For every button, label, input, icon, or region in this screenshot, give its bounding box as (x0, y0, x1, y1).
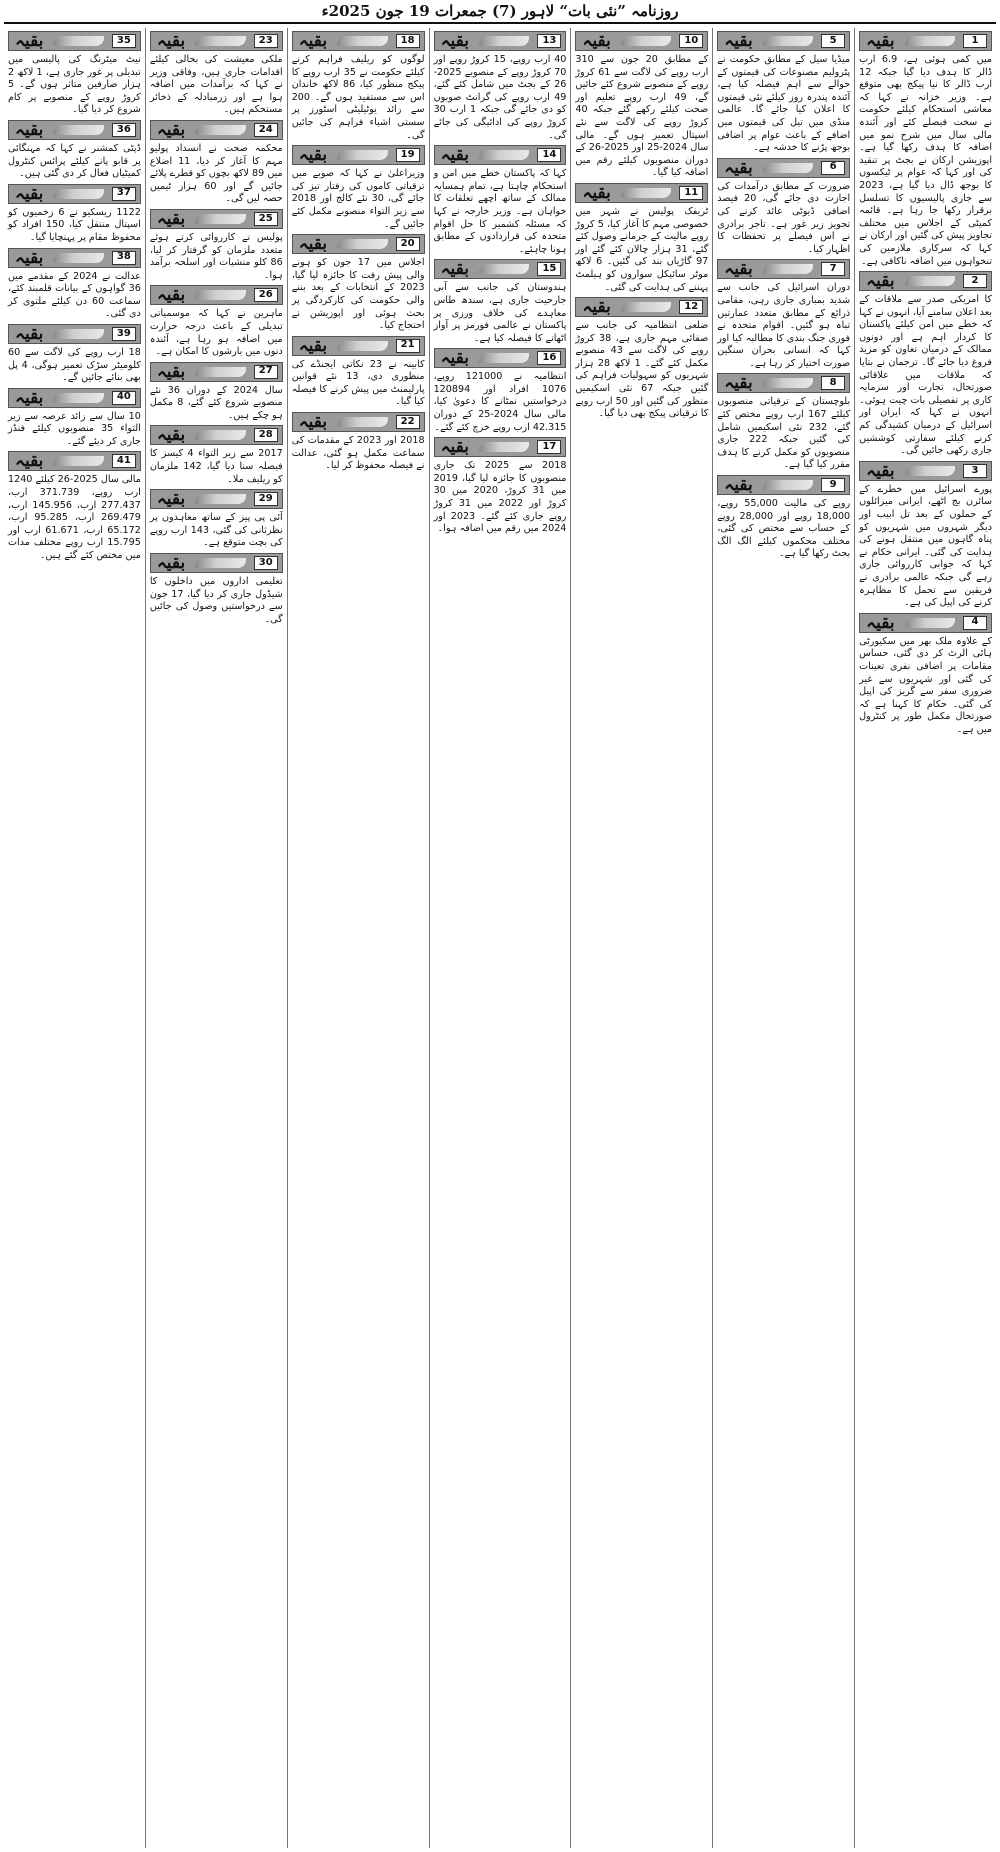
continuation-item (434, 437, 567, 536)
continuation-text: ضرورت کے مطابق درآمدات کی اجازت دی جائے گی، 20 فیصد اضافی ڈیوٹی عائد کرنے کی تجویز زیر غور ہے۔ تاجر برادری نے اس فیصلے پر تحفظات کا اظہار کیا۔ (717, 180, 851, 255)
continuation-item (859, 461, 992, 610)
continuation-banner (292, 336, 425, 356)
banner-number: 12 (679, 300, 703, 314)
banner-word: بقیہ (156, 489, 186, 510)
banner-number: 22 (396, 415, 420, 429)
banner-word: بقیہ (866, 460, 895, 481)
banner-word: بقیہ (156, 285, 186, 306)
continuation-item (8, 120, 141, 181)
banner-swoosh-icon (763, 264, 813, 274)
continuation-item (292, 31, 425, 142)
banner-swoosh-icon (195, 36, 245, 46)
continuation-text: ضلعی انتظامیہ کی جانب سے صفائی مہم جاری ہے، 38 کروڑ روپے کی لاگت سے 43 منصوبے مکمل کئے گئے۔ 1 لاکھ 28 ہزار شہریوں کو سہولیات فراہم کی گئیں جبکہ 67 نئی اسکیمیں منظور کی گئیں اور 50 ارب روپے کا ترقیاتی پیکج بھی دیا گیا۔ (575, 320, 709, 420)
continuation-item (150, 553, 283, 626)
continuation-item (292, 412, 425, 473)
continuation-banner (150, 31, 283, 51)
banner-word: بقیہ (156, 119, 186, 140)
continuation-item (8, 248, 141, 321)
continuation-banner (292, 145, 425, 165)
continuation-banner (8, 120, 141, 140)
continuation-text: 2018 اور 2023 کے مقدمات کی سماعت مکمل ہو گئی، عدالت نے فیصلہ محفوظ کر لیا۔ (291, 435, 425, 472)
continuation-text: 2017 سے زیر التواء 4 کیسز کا فیصلہ سنا دیا گیا، 142 ملزمان کو ریلیف ملا۔ (149, 448, 283, 485)
banner-word: بقیہ (582, 297, 611, 318)
continuation-banner (8, 388, 141, 408)
continuation-banner (717, 373, 850, 393)
banner-word: بقیہ (14, 183, 44, 204)
continuation-banner (575, 297, 708, 317)
banner-swoosh-icon (621, 36, 671, 46)
continuation-item (717, 158, 850, 257)
banner-word: بقیہ (298, 234, 328, 255)
banner-word: بقیہ (582, 182, 611, 203)
continuation-item (434, 348, 567, 434)
column-7 (4, 28, 145, 1848)
banner-word: بقیہ (866, 271, 895, 292)
banner-number: 8 (821, 376, 845, 390)
continuation-item (150, 31, 283, 117)
banner-number: 21 (396, 339, 420, 353)
continuation-item (434, 259, 567, 345)
continuation-text: بلوچستان کے ترقیاتی منصوبوں کیلئے 167 ارب روپے مختص کئے گئے، 232 نئی اسکیمیں شامل کی گئیں جبکہ 222 جاری منصوبوں کو مکمل کرنے کا ہدف مقرر کیا گیا ہے۔ (717, 396, 851, 471)
continuation-banner (434, 259, 567, 279)
continuation-banner (717, 31, 850, 51)
continuation-banner (8, 451, 141, 471)
banner-number: 39 (112, 327, 136, 341)
column-5 (287, 28, 429, 1848)
continuation-item (859, 31, 992, 268)
banner-number: 38 (112, 251, 136, 265)
banner-swoosh-icon (479, 353, 529, 363)
banner-swoosh-icon (905, 618, 955, 628)
banner-swoosh-icon (195, 430, 245, 440)
banner-number: 7 (821, 262, 845, 276)
continuation-item (8, 388, 141, 449)
continuation-banner (859, 461, 992, 481)
banner-word: بقیہ (156, 361, 186, 382)
banner-swoosh-icon (905, 36, 955, 46)
banner-word: بقیہ (298, 335, 328, 356)
continuation-text: ڈپٹی کمشنر نے کہا کہ مہنگائی پر قابو پانے کیلئے پرائس کنٹرول کمیٹیاں فعال کر دی گئی ہیں۔ (7, 142, 141, 180)
continuation-item (8, 184, 141, 245)
banner-swoosh-icon (53, 456, 103, 466)
banner-number: 16 (537, 351, 561, 365)
banner-swoosh-icon (337, 239, 387, 249)
continuation-banner (575, 31, 708, 51)
banner-word: بقیہ (14, 387, 44, 408)
continuation-text: 10 سال سے زائد عرصہ سے زیر التواء 35 منصوبوں کیلئے فنڈز جاری کر دیئے گئے۔ (7, 410, 141, 447)
continuation-item (150, 209, 283, 282)
banner-swoosh-icon (195, 558, 245, 568)
banner-number: 35 (112, 34, 136, 48)
continuation-item (150, 362, 283, 423)
continuation-banner (150, 489, 283, 509)
continuation-banner (434, 437, 567, 457)
banner-word: بقیہ (440, 145, 469, 166)
continuation-item (8, 31, 141, 117)
column-4 (429, 28, 571, 1848)
banner-swoosh-icon (763, 163, 813, 173)
continuation-item (434, 31, 567, 142)
banner-number: 26 (254, 288, 278, 302)
banner-swoosh-icon (53, 36, 103, 46)
banner-swoosh-icon (195, 290, 245, 300)
continuation-text: 1122 ریسکیو نے 6 زخمیوں کو اسپتال منتقل کیا، 150 افراد کو محفوظ مقام پر پہنچایا گیا۔ (7, 206, 141, 243)
continuation-banner (150, 209, 283, 229)
continuation-banner (859, 271, 992, 291)
banner-number: 28 (254, 428, 278, 442)
banner-word: بقیہ (866, 31, 895, 51)
continuation-text: آئی پی پیز کے ساتھ معاہدوں پر نظرثانی کی گئی، 143 ارب روپے کی بچت متوقع ہے۔ (149, 512, 283, 549)
continuation-banner (859, 31, 992, 51)
continuation-item (859, 613, 992, 737)
continuation-item (8, 324, 141, 385)
continuation-banner (150, 285, 283, 305)
banner-swoosh-icon (763, 36, 813, 46)
continuation-item (575, 31, 708, 180)
banner-word: بقیہ (724, 373, 753, 394)
banner-word: بقیہ (724, 259, 753, 280)
banner-number: 36 (112, 123, 136, 137)
continuation-item (575, 297, 708, 421)
banner-word: بقیہ (440, 31, 469, 51)
continuation-text: کے علاوہ ملک بھر میں سکیورٹی ہائی الرٹ کر دی گئی، حساس مقامات پر اضافی نفری تعینات کی گئی اور شہریوں سے غیر ضروری سفر سے گریز کی اپیل کی گئی۔ حکام کا کہنا ہے کہ صورتحال مکمل طور پر کنٹرول میں ہے۔ (859, 635, 992, 735)
continuation-banner (434, 348, 567, 368)
banner-word: بقیہ (14, 323, 44, 344)
banner-word: بقیہ (14, 31, 44, 51)
banner-number: 2 (963, 274, 987, 288)
banner-swoosh-icon (337, 341, 387, 351)
banner-word: بقیہ (156, 31, 186, 51)
continuation-text: کے مطابق 20 جون سے 310 ارب روپے کی لاگت سے 61 کروڑ روپے کے منصوبے شروع کئے جائیں گے، 49 ارب روپے تعلیم اور صحت کیلئے رکھے گئے جبکہ 40 کروڑ روپے کی لاگت سے نئے اسپتال تعمیر ہوں گے۔ مالی سال 2024-25 اور 2025-26 کے دوران منصوبوں کیلئے رقم میں اضافہ کیا گیا۔ (575, 54, 709, 179)
column-3 (570, 28, 712, 1848)
continuation-banner (717, 475, 850, 495)
continuation-item (859, 271, 992, 458)
continuation-banner (717, 158, 850, 178)
continuation-banner (150, 120, 283, 140)
continuation-text: پورے اسرائیل میں خطرے کے سائرن بج اٹھے، ایرانی میزائلوں کے حملوں کے بعد تل ابیب اور دیگر شہروں میں شہریوں کو پناہ گاہوں میں منتقل ہونے کی ہدایت کی گئی۔ ایرانی حکام نے کہا کہ جوابی کارروائی جاری رہے گی جبکہ عالمی برادری نے فریقین سے تحمل کا مظاہرہ کرنے کی اپیل کی ہے۔ (859, 483, 992, 609)
banner-swoosh-icon (479, 442, 529, 452)
banner-word: بقیہ (298, 145, 328, 166)
continuation-banner (8, 184, 141, 204)
continuation-banner (575, 183, 708, 203)
banner-word: بقیہ (298, 412, 328, 433)
continuation-text: سال 2024 کے دوران 36 نئے منصوبے شروع کئے گئے، 8 مکمل ہو چکے ہیں۔ (149, 384, 283, 421)
continuation-text: کا امریکی صدر سے ملاقات کے بعد اعلان سامنے آیا، انہوں نے کہا کہ خطے میں امن کیلئے پاکستان کا کردار اہم ہے اور دونوں ممالک کے درمیان تعاون کو مزید فروغ دیا جائے گا۔ ترجمان نے بتایا کہ ملاقات میں علاقائی صورتحال، تجارت اور سرمایہ کاری پر تفصیلی بات چیت ہوئی۔ انہوں نے کہا کہ ایران اور اسرائیل کے درمیان کشیدگی کم کرنے کیلئے سفارتی کوششیں جاری رکھی جائیں گی۔ (859, 294, 992, 457)
continuation-item (575, 183, 708, 294)
continuation-text: لوگوں کو ریلیف فراہم کرنے کیلئے حکومت نے 35 ارب روپے کا پیکج منظور کیا، 86 لاکھ خاندان اس سے مستفید ہوں گے۔ 200 سے زائد یوٹیلیٹی اسٹورز پر سستی اشیاء فراہم کی جائیں گی۔ (291, 54, 425, 141)
continuation-banner (292, 412, 425, 432)
banner-number: 14 (537, 148, 561, 162)
banner-swoosh-icon (621, 302, 671, 312)
banner-number: 11 (679, 186, 703, 200)
banner-number: 9 (821, 478, 845, 492)
column-grid (4, 28, 996, 1848)
continuation-banner (8, 248, 141, 268)
continuation-item (150, 425, 283, 486)
continuation-item (717, 475, 850, 561)
banner-word: بقیہ (440, 437, 469, 458)
masthead-title: روزنامہ ”نئی بات“ لاہور (7) جمعرات 19 جون 2025ء (321, 2, 679, 20)
continuation-text: میں کمی ہوئی ہے، 6.9 ارب ڈالر کا ہدف دیا گیا جبکہ 12 ارب ڈالر کا نیا پیکج بھی متوقع ہے۔ وزیر خزانہ نے کہا کہ معاشی استحکام کیلئے حکومت نے سخت فیصلے کئے اور آئندہ مالی سال میں شرح نمو میں اضافہ کا ہدف رکھا گیا ہے۔ اپوزیشن ارکان نے بجٹ پر تنقید کی اور کہا کہ عوام پر ٹیکسوں کا بوجھ ڈال دیا گیا ہے، 2023 سے جاری پالیسیوں کا تسلسل برقرار رکھا جا رہا ہے۔ قائمہ کمیٹی کے اجلاس میں مختلف تجاویز پیش کی گئیں اور ارکان نے کہا کہ سرکاری ملازمین کی تنخواہوں میں اضافہ ناکافی ہے۔ (859, 54, 992, 267)
continuation-banner (8, 324, 141, 344)
continuation-text: اجلاس میں 17 جون کو ہونے والی پیش رفت کا جائزہ لیا گیا، 2023 کے انتخابات کے بعد بننے والی حکومت کی کارکردگی پر بحث ہوئی اور اپوزیشن نے احتجاج کیا۔ (291, 257, 425, 332)
banner-word: بقیہ (724, 31, 753, 51)
banner-swoosh-icon (195, 494, 245, 504)
continuation-text: وزیراعلیٰ نے کہا کہ صوبے میں ترقیاتی کاموں کی رفتار تیز کی جائے گی، 30 نئے کالج اور 2018 سے زیر التواء منصوبے مکمل کئے جائیں گے۔ (291, 168, 425, 230)
banner-number: 18 (396, 34, 420, 48)
continuation-banner (150, 362, 283, 382)
continuation-text: ماہرین نے کہا کہ موسمیاتی تبدیلی کے باعث درجہ حرارت میں اضافہ ہو رہا ہے، آئندہ دنوں میں بارشوں کا امکان ہے۔ (149, 308, 283, 358)
continuation-text: تعلیمی اداروں میں داخلوں کا شیڈول جاری کر دیا گیا، 17 جون سے درخواستیں وصول کی جائیں گی۔ (149, 576, 283, 625)
banner-swoosh-icon (53, 329, 103, 339)
banner-number: 27 (254, 365, 278, 379)
banner-swoosh-icon (53, 393, 103, 403)
banner-word: بقیہ (440, 348, 469, 369)
continuation-item (292, 234, 425, 333)
banner-swoosh-icon (53, 253, 103, 263)
column-6 (145, 28, 287, 1848)
banner-number: 10 (679, 34, 703, 48)
banner-word: بقیہ (156, 425, 186, 446)
continuation-item (717, 31, 850, 155)
banner-word: بقیہ (440, 259, 469, 280)
banner-word: بقیہ (298, 31, 328, 51)
continuation-text: روپے کی مالیت 55,000 روپے، 18,000 روپے اور 28,000 روپے کے حساب سے مختص کی گئی، مختلف محکموں کیلئے الگ الگ بجٹ رکھا گیا ہے۔ (717, 498, 851, 560)
banner-number: 37 (112, 187, 136, 201)
continuation-item (717, 373, 850, 472)
banner-word: بقیہ (724, 157, 753, 178)
continuation-item (292, 145, 425, 231)
banner-number: 6 (821, 161, 845, 175)
banner-number: 20 (396, 237, 420, 251)
continuation-text: میڈیا سیل کے مطابق حکومت نے پٹرولیم مصنوعات کی قیمتوں کے حوالے سے اہم فیصلہ کیا ہے، آئندہ پندرہ روز کیلئے نئی قیمتوں کا اعلان کیا جائے گا۔ عالمی منڈی میں تیل کی قیمتوں میں اضافے کے باعث عوام پر اضافی بوجھ پڑنے کا خدشہ ہے۔ (717, 54, 851, 154)
continuation-text: ہندوستان کی جانب سے آبی جارحیت جاری ہے، سندھ طاس معاہدے کی خلاف ورزی پر پاکستان نے عالمی فورمز پر آواز اٹھانے کا فیصلہ کیا ہے۔ (433, 282, 567, 344)
continuation-banner (150, 425, 283, 445)
banner-word: بقیہ (156, 553, 186, 574)
banner-word: بقیہ (14, 451, 44, 472)
banner-swoosh-icon (195, 214, 245, 224)
banner-swoosh-icon (53, 125, 103, 135)
banner-number: 1 (963, 34, 987, 48)
continuation-text: انتظامیہ نے 121000 روپے، 1076 افراد اور 120894 درخواستیں نمٹانے کا دعویٰ کیا، مالی سال 2024-25 کے دوران 42.315 ارب روپے خرچ کئے گئے۔ (433, 371, 567, 433)
continuation-item (434, 145, 567, 256)
continuation-banner (434, 145, 567, 165)
continuation-item (150, 285, 283, 358)
banner-swoosh-icon (763, 378, 813, 388)
banner-number: 5 (821, 34, 845, 48)
banner-swoosh-icon (763, 480, 813, 490)
continuation-banner (292, 234, 425, 254)
banner-number: 25 (254, 212, 278, 226)
banner-swoosh-icon (621, 188, 671, 198)
banner-number: 19 (396, 148, 420, 162)
continuation-text: نیٹ میٹرنگ کی پالیسی میں تبدیلی پر غور جاری ہے، 1 لاکھ 2 ہزار صارفین متاثر ہوں گے۔ 5 کروڑ روپے کے منصوبے پر کام شروع کر دیا گیا۔ (7, 54, 141, 116)
continuation-item (150, 489, 283, 550)
continuation-text: 40 ارب روپے، 15 کروڑ روپے اور 70 کروڑ روپے کے منصوبے 2025-26 کے بجٹ میں شامل کئے گئے، 49 ارب روپے کی گرانٹ صوبوں کو دی جائے گی جبکہ 1 ارب 30 کروڑ روپے کی ادائیگی کی جائے گی۔ (433, 54, 567, 141)
banner-swoosh-icon (479, 264, 529, 274)
continuation-banner (717, 259, 850, 279)
continuation-text: ٹریفک پولیس نے شہر میں خصوصی مہم کا آغاز کیا، 5 کروڑ روپے مالیت کے جرمانے وصول کئے گئے، 31 ہزار چالان کئے گئے اور 97 گاڑیاں بند کی گئیں۔ 6 لاکھ موٹر سائیکل سواروں کو ہیلمٹ پہننے کی ہدایت کی گئی۔ (575, 205, 709, 293)
continuation-text: مالی سال 2025-26 کیلئے 1240 ارب روپے، 371.739 ارب، 277.437 ارب، 145.956 ارب، 269.479 ارب، 95.285 ارب، 65.172 ارب، 61.671 ارب اور 15.795 ارب روپے مختلف مدات میں مختص کئے گئے ہیں۔ (7, 474, 141, 562)
banner-swoosh-icon (195, 125, 245, 135)
continuation-banner (859, 613, 992, 633)
banner-number: 13 (537, 34, 561, 48)
banner-number: 15 (537, 262, 561, 276)
banner-swoosh-icon (479, 150, 529, 160)
banner-word: بقیہ (14, 119, 44, 140)
banner-number: 30 (254, 556, 278, 570)
continuation-item (717, 259, 850, 370)
banner-number: 29 (254, 492, 278, 506)
continuation-text: ملکی معیشت کی بحالی کیلئے اقدامات جاری ہیں، وفاقی وزیر نے کہا کہ برآمدات میں اضافہ ہوا ہے اور زرمبادلہ کے ذخائر مستحکم ہیں۔ (149, 54, 283, 116)
banner-number: 3 (963, 464, 987, 478)
continuation-text: محکمہ صحت نے انسداد پولیو مہم کا آغاز کر دیا، 11 اضلاع میں 89 لاکھ بچوں کو قطرے پلائے جائیں گے اور 60 ہزار ٹیمیں حصہ لیں گی۔ (149, 142, 283, 205)
banner-swoosh-icon (195, 367, 245, 377)
continuation-banner (150, 553, 283, 573)
continuation-text: 2018 سے 2025 تک جاری منصوبوں کا جائزہ لیا گیا، 2019 میں 31 کروڑ، 2020 میں 30 کروڑ اور 2022 میں 31 کروڑ روپے جاری کئے گئے۔ 2023 اور 2024 میں رقم میں اضافہ ہوا۔ (433, 460, 567, 535)
continuation-banner (434, 31, 567, 51)
banner-swoosh-icon (479, 36, 529, 46)
banner-number: 24 (254, 123, 278, 137)
continuation-banner (8, 31, 141, 51)
continuation-text: عدالت نے 2024 کے مقدمے میں 36 گواہوں کے بیانات قلمبند کئے، سماعت 60 دن کیلئے ملتوی کر دی گئی۔ (7, 270, 141, 320)
banner-swoosh-icon (337, 150, 387, 160)
banner-number: 23 (254, 34, 278, 48)
banner-swoosh-icon (53, 189, 103, 199)
masthead-rule (4, 22, 996, 24)
continuation-banner (292, 31, 425, 51)
banner-swoosh-icon (337, 417, 387, 427)
banner-swoosh-icon (905, 276, 955, 286)
banner-number: 17 (537, 440, 561, 454)
column-2 (712, 28, 854, 1848)
continuation-text: کہا کہ پاکستان خطے میں امن و استحکام چاہتا ہے، تمام ہمسایہ ممالک کے ساتھ اچھے تعلقات کا خواہاں ہے۔ وزیر خارجہ نے کہا کہ مسئلہ کشمیر کا حل اقوام متحدہ کی قراردادوں کے مطابق ہونا چاہئے۔ (433, 168, 567, 255)
continuation-text: پولیس نے کارروائی کرتے ہوئے متعدد ملزمان کو گرفتار کر لیا، 86 کلو منشیات اور اسلحہ برآمد ہوا۔ (149, 231, 283, 281)
banner-number: 40 (112, 391, 136, 405)
banner-number: 4 (963, 616, 987, 630)
continuation-item (150, 120, 283, 206)
banner-word: بقیہ (14, 247, 44, 268)
continuation-text: دوران اسرائیل کی جانب سے شدید بمباری جاری رہی، مقامی ذرائع کے مطابق متعدد عمارتیں تباہ ہو گئیں۔ اقوام متحدہ نے فوری جنگ بندی کا مطالبہ کیا اور کہا کہ انسانی بحران سنگین صورت اختیار کر رہا ہے۔ (717, 282, 851, 369)
banner-swoosh-icon (337, 36, 387, 46)
banner-word: بقیہ (866, 612, 895, 633)
continuation-item (8, 451, 141, 562)
continuation-item (292, 336, 425, 409)
column-1 (854, 28, 996, 1848)
banner-number: 41 (112, 454, 136, 468)
banner-swoosh-icon (905, 466, 955, 476)
continuation-text: 18 ارب روپے کی لاگت سے 60 کلومیٹر سڑک تعمیر ہوگی، 4 پل بھی بنائے جائیں گے۔ (7, 346, 141, 384)
banner-word: بقیہ (582, 31, 611, 51)
banner-word: بقیہ (724, 475, 753, 496)
banner-word: بقیہ (156, 208, 186, 229)
continuation-text: کابینہ نے 23 نکاتی ایجنڈے کی منظوری دی، 13 نئے قوانین پارلیمنٹ میں پیش کرنے کا فیصلہ کیا گیا۔ (291, 358, 425, 408)
